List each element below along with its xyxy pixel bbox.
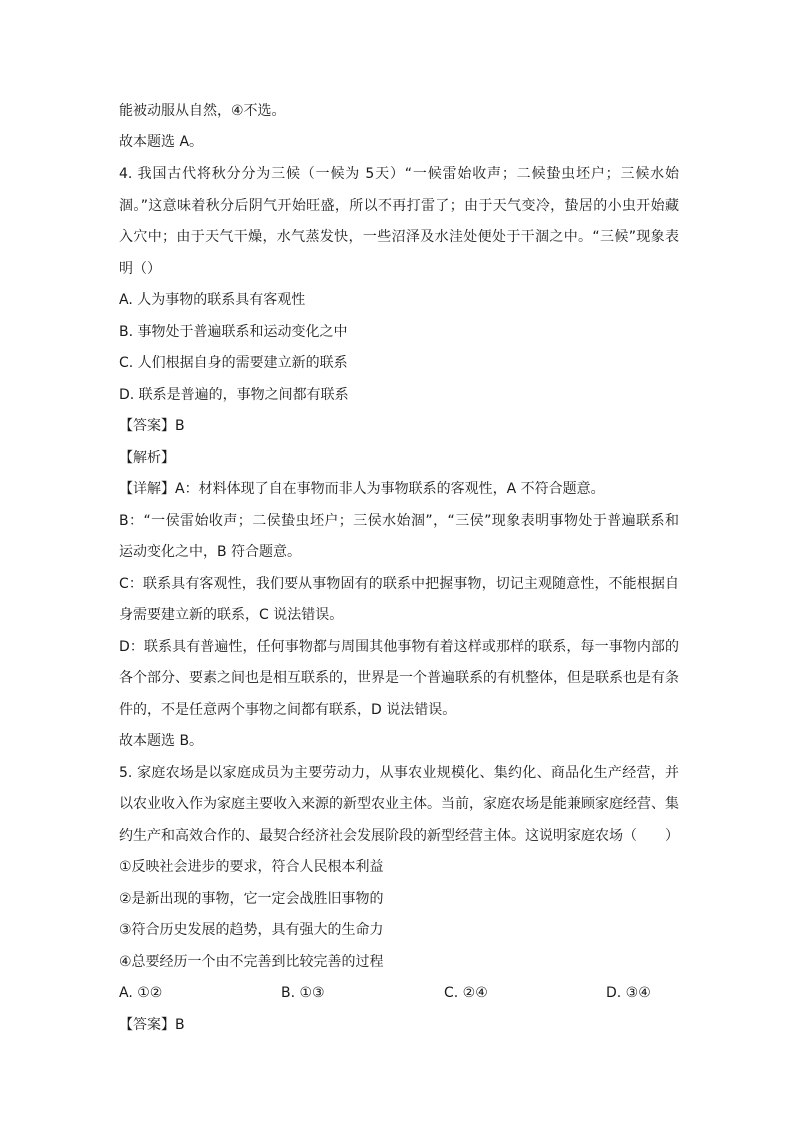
question-5-stem: 约生产和高效合作的、最契合经济社会发展阶段的新型经营主体。这说明家庭农场（ ） (119, 828, 679, 844)
answer-label: 【答案】B (119, 1017, 185, 1033)
option-b: B. ①③ (281, 985, 325, 1001)
option-d: D. 联系是普遍的，事物之间都有联系 (119, 387, 349, 403)
statement-2: ②是新出现的事物，它一定会战胜旧事物的 (119, 891, 384, 907)
option-c: C. 人们根据自身的需要建立新的联系 (119, 355, 348, 371)
option-a: A. ①② (119, 985, 163, 1001)
explanation-line: 身需要建立新的联系，C 说法错误。 (119, 607, 344, 623)
explanation-line: 各个部分、要素之间也是相互联系的，世界是一个普遍联系的有机整体，但是联系也是有条 (119, 670, 679, 686)
explanation-line: C：联系具有客观性，我们要从事物固有的联系中把握事物，切记主观随意性，不能根据自 (119, 576, 679, 592)
text-line: 故本题选 B。 (119, 733, 204, 749)
option-b: B. 事物处于普遍联系和运动变化之中 (119, 324, 348, 340)
answer-label: 【答案】B (119, 418, 185, 434)
question-5-stem: 以农业收入作为家庭主要收入来源的新型农业主体。当前，家庭农场是能兼顾家庭经营、集 (119, 796, 679, 812)
explanation-line: 件的，不是任意两个事物之间都有联系，D 说法错误。 (119, 702, 457, 718)
question-4-stem: 明（） (119, 261, 161, 277)
question-4-stem: 4. 我国古代将秋分分为三候（一候为 5天）“一候雷始收声；二候蛰虫坯户；三候水始 (119, 166, 679, 182)
analysis-label: 【解析】 (119, 450, 175, 466)
statement-1: ①反映社会进步的要求，符合人民根本利益 (119, 859, 384, 875)
question-5-stem: 5. 家庭农场是以家庭成员为主要劳动力，从事农业规模化、集约化、商品化生产经营，并 (119, 765, 679, 781)
statement-4: ④总要经历一个由不完善到比较完善的过程 (119, 954, 384, 970)
question-4-stem: 入穴中；由于天气干燥，水气蒸发快，一些沼泽及水洼处便处于干涸之中。“三候”现象表 (119, 229, 679, 245)
option-c: C. ②④ (444, 985, 488, 1001)
option-d: D. ③④ (606, 985, 651, 1001)
text-line: 能被动服从自然，④不选。 (119, 103, 286, 119)
explanation-line: 【详解】A：材料体现了自在事物而非人为事物联系的客观性，A 不符合题意。 (119, 481, 605, 497)
question-4-stem: 涸。”这意味着秋分后阴气开始旺盛，所以不再打雷了；由于天气变冷，蛰居的小虫开始藏 (119, 198, 679, 214)
explanation-line: D：联系具有普遍性，任何事物都与周围其他事物有着这样或那样的联系，每一事物内部的 (119, 639, 679, 655)
explanation-line: B：“一侯雷始收声；二侯蛰虫坯户；三侯水始涸”，“三侯”现象表明事物处于普遍联系和 (119, 513, 679, 529)
option-a: A. 人为事物的联系具有客观性 (119, 292, 306, 308)
question-5-options (119, 983, 679, 1003)
statement-3: ③符合历史发展的趋势，具有强大的生命力 (119, 922, 384, 938)
text-line: 故本题选 A。 (119, 134, 204, 150)
explanation-line: 运动变化之中，B 符合题意。 (119, 544, 302, 560)
